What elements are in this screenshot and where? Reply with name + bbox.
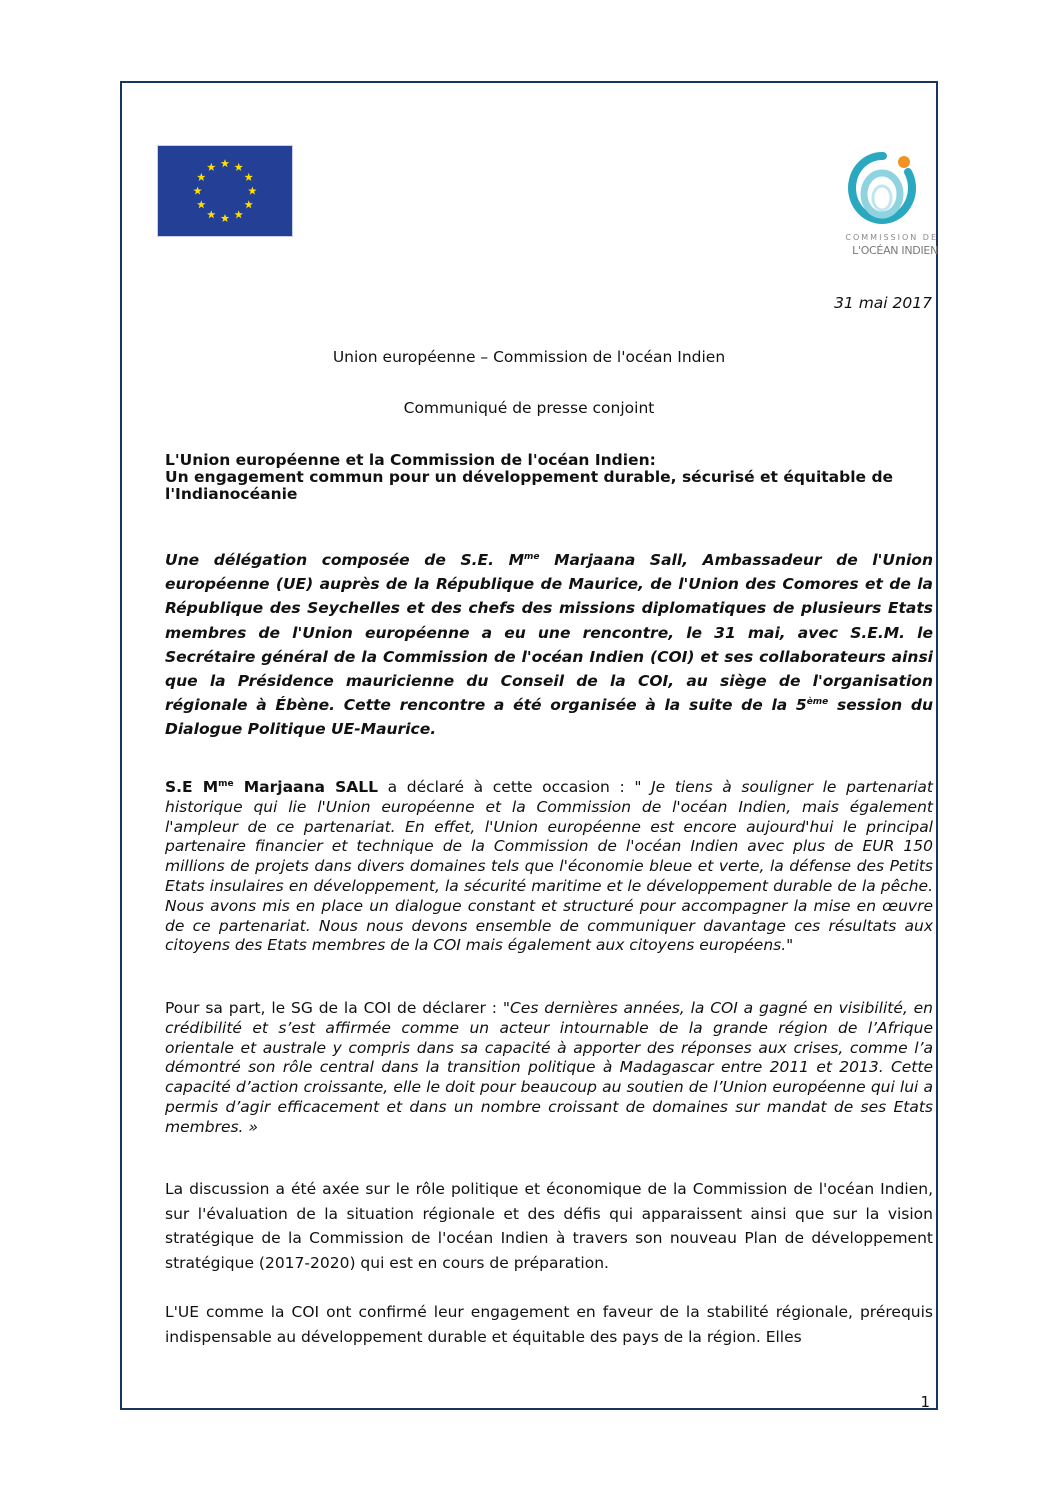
lead-text-2: Marjaana Sall, Ambassadeur de l'Union européenne (UE) auprès de la République de Maurice, de l'Union des Comores et de la République des Seychelles et des chefs des missions diplomatiques de plusieurs Etats membres de l'Union européenne a eu une rencontre, le 31 mai, avec S.E.M. le Secrétaire général de la Commission de l'océan Indien (COI) et ses collaborateurs ainsi que la Présidence mauricienne du Conseil de la COI, au siège de l'organisation régionale à Ébène. Cette rencontre a été organisée à la suite de la 5 [165,551,933,715]
title-line-1: L'Union européenne et la Commission de l'océan Indien: [165,451,656,469]
coi-logo-line2: L'OCÉAN INDIEN [852,244,938,257]
discussion-paragraph: La discussion a été axée sur le rôle politique et économique de la Commission de l'océan Indien, sur l'évaluation de la situation régionale et des défis qui apparaissent ainsi que sur la vision stratégique de la Commission de l'océan Indien à travers son nouveau Plan de développement stratégique (2017-2020) qui est en cours de préparation. [165,1180,933,1272]
document-title [165,452,935,503]
coi-emblem-icon [848,150,918,230]
commitment-paragraph: L'UE comme la COI ont confirmé leur engagement en faveur de la stabilité régionale, prérequis indispensable au développement durable et équitable des pays de la région. Elles [165,1303,933,1346]
sg-quote-paragraph [165,999,933,1138]
coi-logo [838,150,938,257]
speaker-sup: me [218,778,234,789]
page-number: 1 [920,1393,930,1411]
speaker-name-b: Marjaana SALL [233,778,379,796]
document-date: 31 mai 2017 [834,294,932,312]
coi-logo-line1: COMMISSION DE [845,233,938,242]
ambassador-quote-paragraph [165,778,933,956]
lead-text-3: session du Dialogue Politique UE-Maurice. [165,696,933,739]
lead-sup-2: ème [806,697,829,708]
speaker-name-a: S.E M [165,778,219,796]
ambassador-quote: " Je tiens à souligner le partenariat historique qui lie l'Union européenne et la Commission de l'océan Indien, mais également l'ampleur de ce partenariat. En effet, l'Union européenne est encore aujourd'hui le principal partenaire financier et technique de la Commission de l'océan Indien avec plus de EUR 150 millions de projets dans divers domaines tels que l'économie bleue et verte, la défense des Petits Etats insulaires en développement, la sécurité maritime et le développement durable de la pêche. Nous avons mis en place un dialogue constant et structuré pour accompagner la mise en œuvre de ce partenariat. Nous nous devons ensemble de communiquer davantage ces résultats aux citoyens des Etats membres de la COI mais également aux citoyens européens." [165,778,933,955]
sg-quote: "Ces dernières années, la COI a gagné en visibilité, en crédibilité et s’est affirmée comme un acteur intournable de la grande région de l’Afrique orientale et australe y compris dans sa capacité à apporter des réponses aux crises, comme l’a démontré son rôle central dans la transition politique à Madagascar entre 2011 et 2013. Cette capacité d’action croissante, elle le doit pour beaucoup au soutien de l’Union européenne qui lui a permis d’agir efficacement et dans un nombre croissant de domaines sur mandat de ses Etats membres. » [165,999,933,1136]
lead-sup-1: me [524,551,540,562]
quote-intro: a déclaré à cette occasion : [378,778,635,796]
sg-quote-intro: Pour sa part, le SG de la COI de déclarer : [165,999,503,1017]
eu-stars-icon [158,146,292,236]
press-release-label: Communiqué de presse conjoint [403,399,655,417]
lead-text-1: Une délégation composée de S.E. M [165,551,524,569]
title-line-2: Un engagement commun pour un développement durable, sécurisé et équitable de l'Indianocéanie [165,468,894,503]
eu-flag-logo [157,145,293,237]
header-line: Union européenne – Commission de l'océan Indien [332,348,726,366]
lead-paragraph [165,548,933,742]
